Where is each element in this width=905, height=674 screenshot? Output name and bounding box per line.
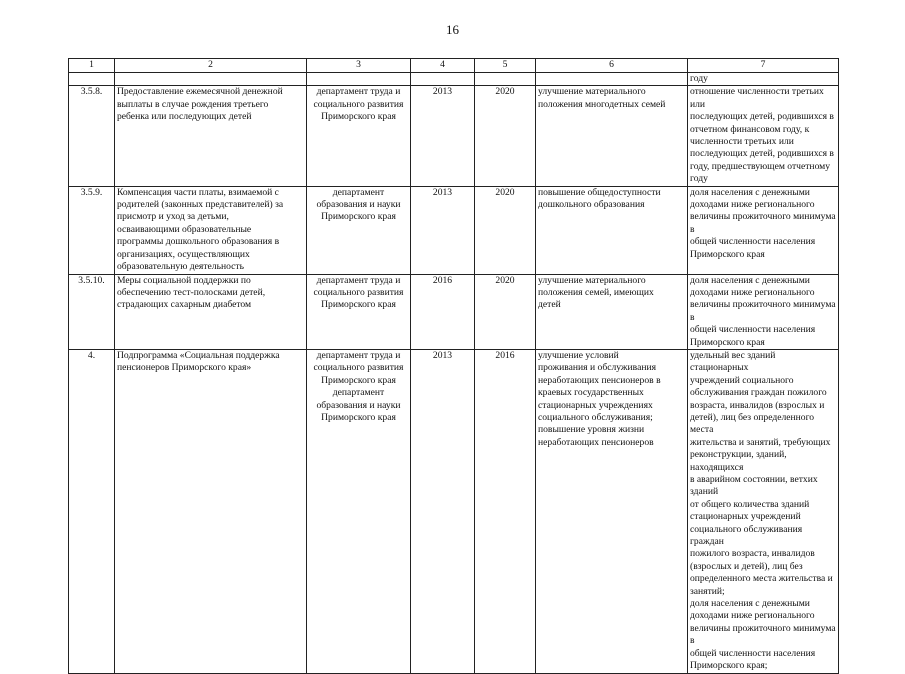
row-number: 3.5.10.	[69, 274, 115, 349]
table-row	[69, 186, 839, 274]
header-col-2: 2	[115, 59, 307, 73]
header-col-3: 3	[307, 59, 411, 73]
measure-name: Компенсация части платы, взимаемой с родителей (законных представителей) за присмотр и уход за детьми, осваивающими образовательные программы дошкольного образования в организациях, осуществляющих образовательную деятельность	[115, 186, 307, 274]
row-number: 3.5.8.	[69, 86, 115, 186]
start-year: 2013	[411, 86, 475, 186]
header-row	[69, 59, 839, 73]
header-col-5: 5	[475, 59, 536, 73]
responsible-executor: департамент труда и социального развития Приморского края	[307, 86, 411, 186]
end-year: 2020	[475, 274, 536, 349]
measure-name: Меры социальной поддержки по обеспечению тест-полосками детей, страдающих сахарным диабетом	[115, 274, 307, 349]
target-indicator: отношение численности третьих или последующих детей, родившихся в отчетном финансовом году, к численности третьих или последующих детей, родившихся в году, предшествующем отчетному году	[688, 86, 839, 186]
expected-result: улучшение материального положения многодетных семей	[536, 86, 688, 186]
header-col-1: 1	[69, 59, 115, 73]
measure-name: Подпрограмма «Социальная поддержка пенсионеров Приморского края»	[115, 349, 307, 673]
responsible-executor: департамент труда и социального развития Приморского края	[307, 274, 411, 349]
header-col-7: 7	[688, 59, 839, 73]
header-col-6: 6	[536, 59, 688, 73]
target-indicator: удельный вес зданий стационарных учреждений социального обслуживания граждан пожилого возраста, инвалидов (взрослых и детей), лиц без определенного места жительства и занятий, требующих реконструкции, зданий, находящихся в аварийном состоянии, ветхих зданий от общего количества зданий стационарных учреждений социального обслуживания граждан пожилого возраста, инвалидов (взрослых и детей), лиц без определенного места жительства и занятий; доля населения с денежными доходами ниже регионального величины прожиточного минимума в общей численности населения Приморского края;	[688, 349, 839, 673]
expected-result: улучшение материального положения семей, имеющих детей	[536, 274, 688, 349]
table-row	[69, 274, 839, 349]
start-year: 2013	[411, 186, 475, 274]
target-indicator: доля населения с денежными доходами ниже регионального величины прожиточного минимума в общей численности населения Приморского края	[688, 186, 839, 274]
expected-result: повышение общедоступности дошкольного образования	[536, 186, 688, 274]
table-row	[69, 86, 839, 186]
program-measures-table	[68, 58, 839, 674]
measure-name: Предоставление ежемесячной денежной выплаты в случае рождения третьего ребенка или последующих детей	[115, 86, 307, 186]
continuation-row	[69, 73, 839, 86]
table-row	[69, 349, 839, 673]
row-number: 3.5.9.	[69, 186, 115, 274]
responsible-executor: департамент труда и социального развития Приморского края департамент образования и науки Приморского края	[307, 349, 411, 673]
start-year: 2016	[411, 274, 475, 349]
row-number: 4.	[69, 349, 115, 673]
end-year: 2020	[475, 186, 536, 274]
expected-result: улучшение условий проживания и обслуживания неработающих пенсионеров в краевых государственных стационарных учреждениях социального обслуживания; повышение уровня жизни неработающих пенсионеров	[536, 349, 688, 673]
target-indicator: доля населения с денежными доходами ниже регионального величины прожиточного минимума в общей численности населения Приморского края	[688, 274, 839, 349]
continuation-indicator: году	[688, 73, 839, 86]
page-number: 16	[446, 22, 459, 37]
header-col-4: 4	[411, 59, 475, 73]
start-year: 2013	[411, 349, 475, 673]
responsible-executor: департамент образования и науки Приморского края	[307, 186, 411, 274]
end-year: 2020	[475, 86, 536, 186]
end-year: 2016	[475, 349, 536, 673]
